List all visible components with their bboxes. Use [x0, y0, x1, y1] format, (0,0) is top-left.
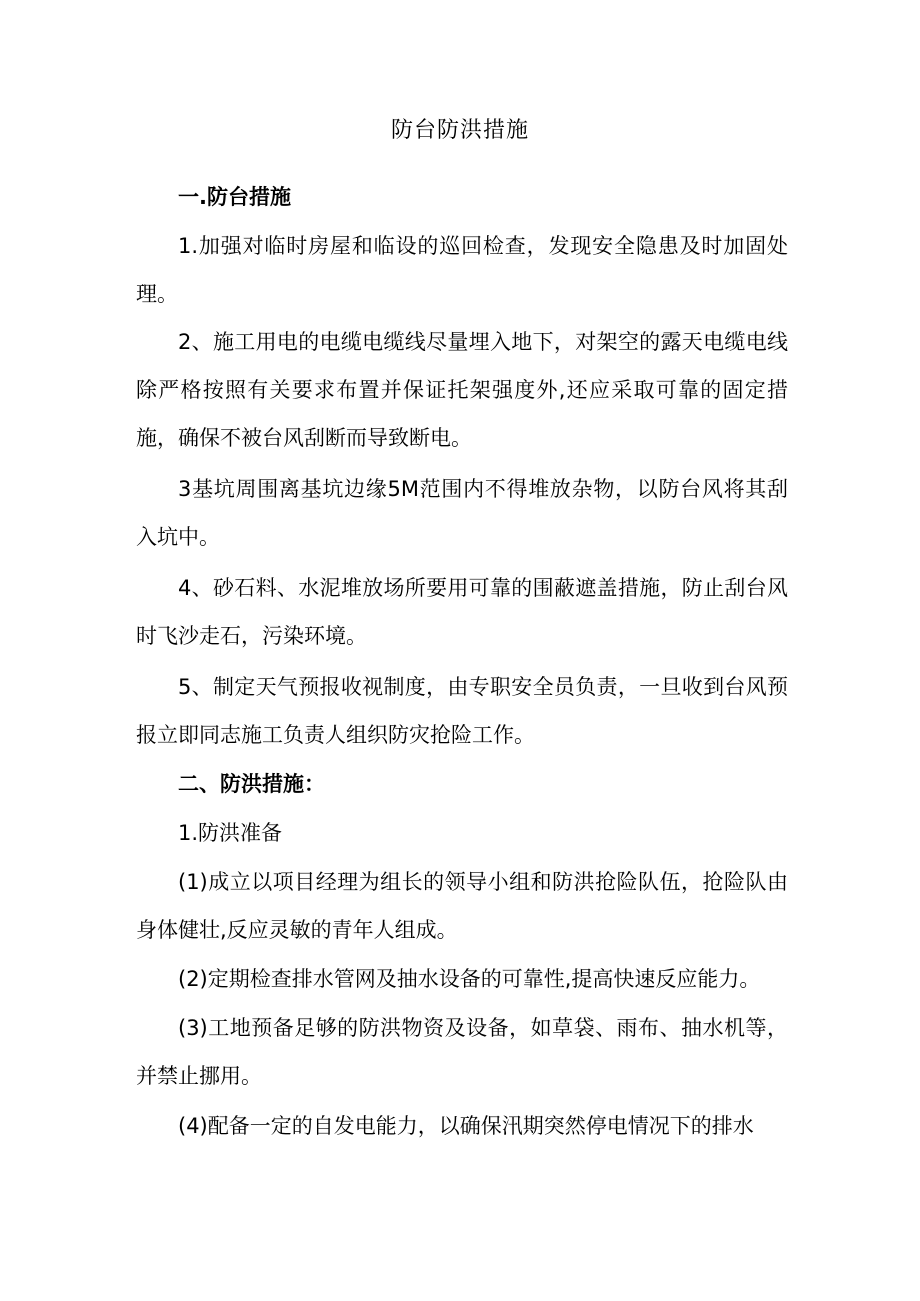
- section-heading-typhoon: 一.防台措施: [178, 185, 291, 209]
- paragraph-flood-2: (2)定期检查排水管网及抽水设备的可靠性,提高快速反应能力。: [178, 967, 761, 991]
- paragraph-typhoon-4: 4、砂石料、水泥堆放场所要用可靠的围蔽遮盖措施，防止刮台风时飞沙走石，污染环境。: [136, 576, 788, 648]
- paragraph-typhoon-5: 5、制定天气预报收视制度，由专职安全员负责，一旦收到台风预报立即同志施工负责人组织防灾抢险工作。: [136, 675, 788, 747]
- paragraph-flood-1: (1)成立以项目经理为组长的领导小组和防洪抢险队伍，抢险队由身体健壮,反应灵敏的青年人组成。: [136, 870, 788, 942]
- document-title: 防台防洪措施: [390, 118, 529, 143]
- paragraph-typhoon-2: 2、施工用电的电缆电缆线尽量埋入地下，对架空的露天电缆电线除严格按照有关要求布置并保证托架强度外,还应采取可靠的固定措施，确保不被台风刮断而导致断电。: [136, 330, 788, 450]
- section-heading-flood: 二、防洪措施：: [178, 772, 325, 796]
- paragraph-flood-3: (3)工地预备足够的防洪物资及设备，如草袋、雨布、抽水机等，并禁止挪用。: [136, 1016, 788, 1088]
- paragraph-typhoon-1: 1.加强对临时房屋和临设的巡回检查，发现安全隐患及时加固处理。: [136, 234, 788, 306]
- subheading-flood-prep: 1.防洪准备: [178, 821, 283, 845]
- paragraph-typhoon-3: 3基坑周围离基坑边缘5M范围内不得堆放杂物，以防台风将其刮入坑中。: [136, 477, 788, 549]
- paragraph-flood-4: (4)配备一定的自发电能力，以确保汛期突然停电情况下的排水: [178, 1114, 754, 1138]
